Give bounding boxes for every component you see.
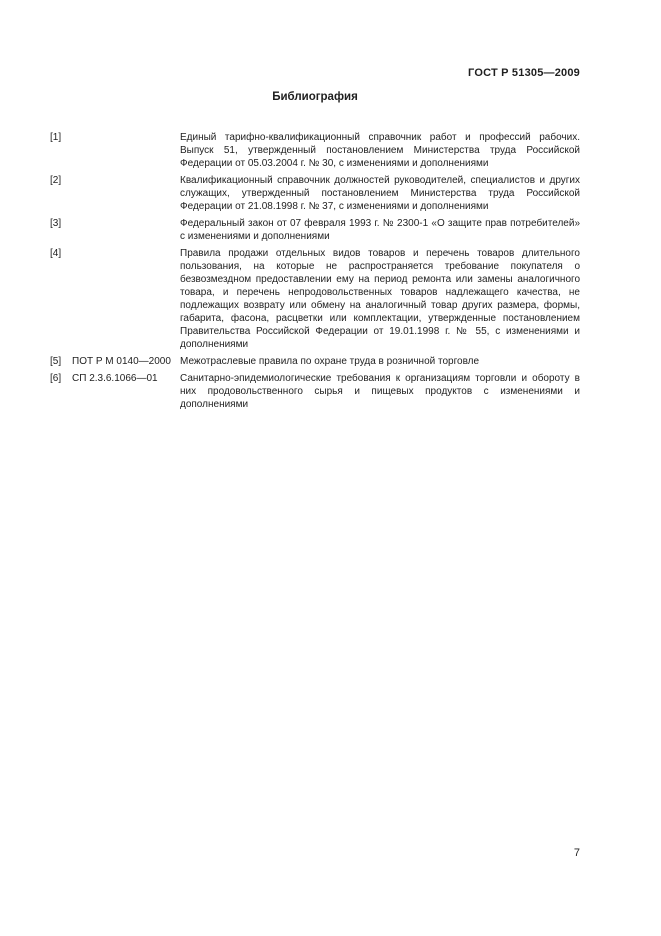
bibliography-entry [50, 247, 580, 351]
entry-text: Квалификационный справочник должностей руководителей, специалистов и других служащих, утвержденный постановлением Министерства труда Российской Федерации от 21.08.1998 г. № 37, с изменениями и дополнениями [180, 175, 580, 212]
bibliography-entry [50, 355, 580, 368]
entry-text: Единый тарифно-квалификационный справочник работ и профессий рабочих. Выпуск 51, утвержденный постановлением Министерства труда Российской Федерации от 05.03.2004 г. № 30, с изменениями и дополнениями [180, 132, 580, 169]
entry-number: [1] [50, 132, 62, 143]
bibliography-entry [50, 217, 580, 243]
entry-designation: СП 2.3.6.1066—01 [72, 373, 158, 384]
entry-number: [5] [50, 356, 62, 367]
bibliography-entry [50, 372, 580, 411]
doc-code: ГОСТ Р 51305—2009 [468, 67, 580, 79]
entry-text: Межотраслевые правила по охране труда в розничной торговле [180, 356, 480, 367]
entry-text: Санитарно-эпидемиологические требования к организациям торговли и обороту в них продовольственного сырья и пищевых продуктов с изменениями и дополнениями [180, 373, 580, 410]
entry-designation: ПОТ Р М 0140—2000 [72, 356, 171, 367]
entry-number: [3] [50, 218, 62, 229]
page-title: Библиография [272, 91, 358, 103]
page-number: 7 [573, 847, 580, 859]
entry-number: [2] [50, 175, 62, 186]
bibliography-entry [50, 131, 580, 170]
entry-text: Правила продажи отдельных видов товаров и перечень товаров длительного пользования, на которые не распространяется требование покупателя о безвозмездном предоставлении ему на период ремонта или замены аналогичного товара, и перечень непродовольственных товаров надлежащего качества, не подлежащих возврату или обмену на аналогичный товар других размера, формы, габарита, фасона, расцветки или комплектации, утвержденные постановлением Правительства Российской Федерации от 19.01.1998 г. № 55, с изменениями и дополнениями [180, 248, 580, 350]
entry-text: Федеральный закон от 07 февраля 1993 г. № 2300-1 «О защите прав потребителей» с изменениями и дополнениями [180, 218, 580, 242]
bibliography-entry [50, 174, 580, 213]
entry-number: [4] [50, 248, 62, 259]
entry-number: [6] [50, 373, 62, 384]
bibliography-list [50, 131, 580, 415]
